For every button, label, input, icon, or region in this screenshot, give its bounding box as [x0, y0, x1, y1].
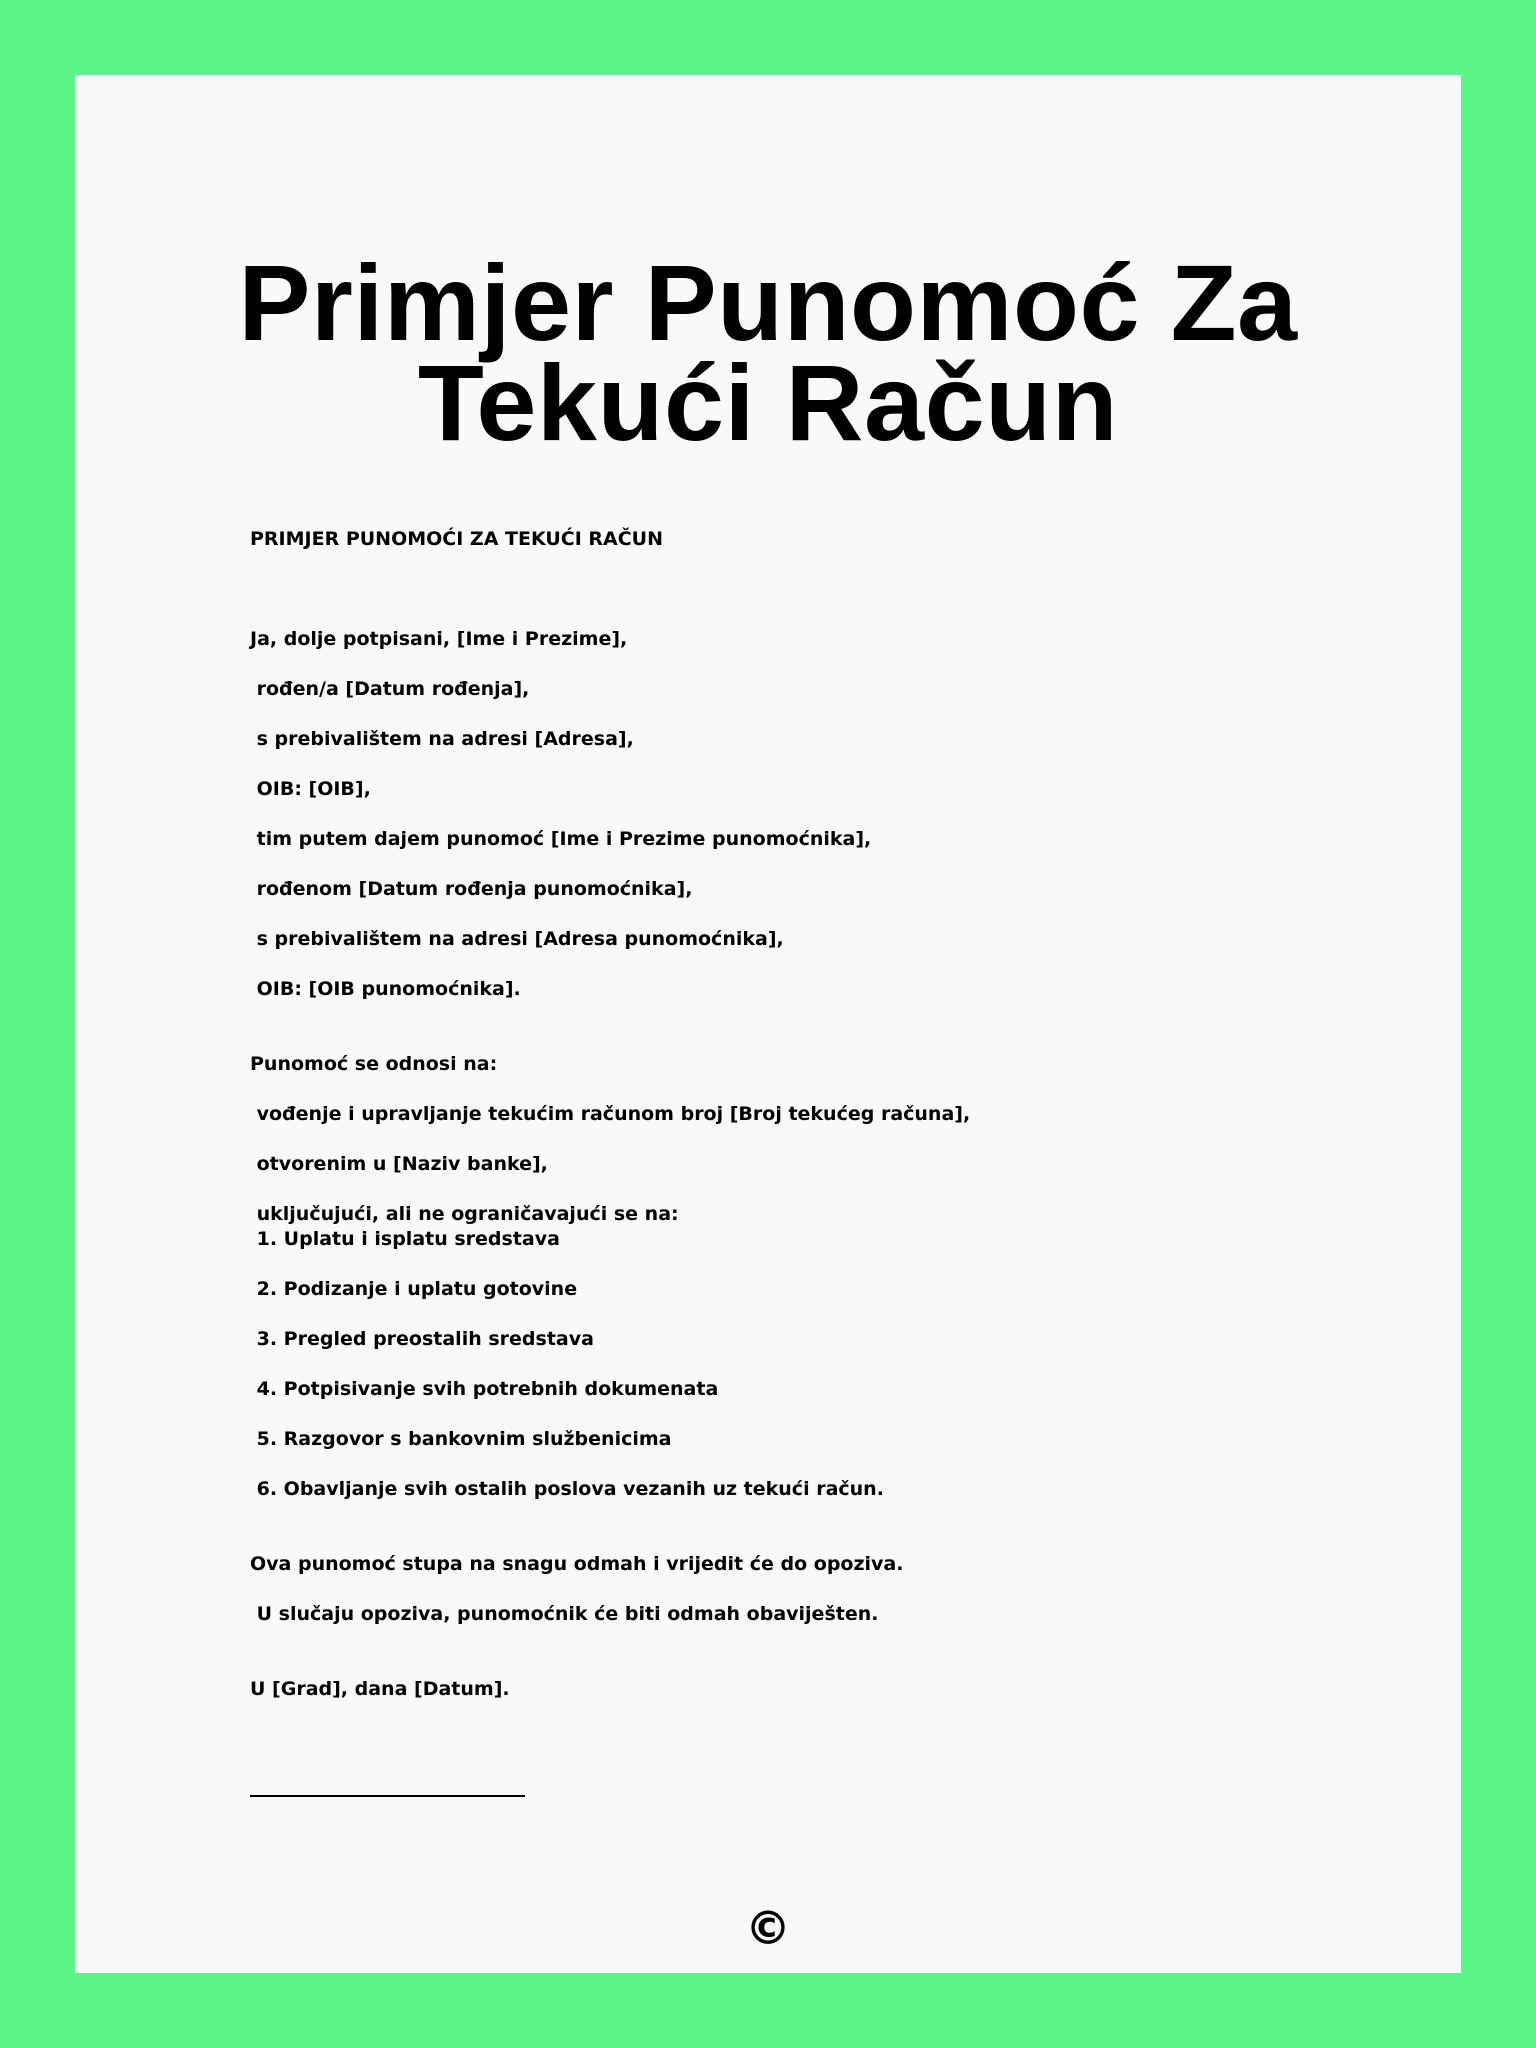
signature-line [250, 1795, 525, 1797]
text-line: Ja, dolje potpisani, [Ime i Prezime], [250, 628, 628, 650]
document-page [75, 75, 1461, 1973]
text-line: tim putem dajem punomoć [Ime i Prezime punomoćnika], [250, 828, 872, 850]
place-date-line: U [Grad], dana [Datum]. [250, 1678, 510, 1700]
copyright-icon: © [745, 1901, 791, 1955]
text-line: Punomoć se odnosi na: [250, 1053, 498, 1075]
text-line: rođen/a [Datum rođenja], [250, 678, 530, 700]
text-line: otvorenim u [Naziv banke], [250, 1153, 548, 1175]
list-item: 1. Uplatu i isplatu sredstava [250, 1228, 560, 1250]
text-line: uključujući, ali ne ograničavajući se na: [250, 1203, 679, 1225]
document-heading: PRIMJER PUNOMOĆI ZA TEKUĆI RAČUN [250, 528, 664, 550]
list-item: 2. Podizanje i uplatu gotovine [250, 1278, 578, 1300]
page-title: Primjer Punomoć Za Tekući Račun [238, 242, 1298, 463]
text-line: Ova punomoć stupa na snagu odmah i vrijedit će do opoziva. [250, 1553, 904, 1575]
text-line: vođenje i upravljanje tekućim računom broj [Broj tekućeg računa], [250, 1103, 971, 1125]
text-line: s prebivalištem na adresi [Adresa], [250, 728, 634, 750]
text-line: OIB: [OIB punomoćnika]. [250, 978, 521, 1000]
text-line: OIB: [OIB], [250, 778, 371, 800]
text-line: U slučaju opoziva, punomoćnik će biti odmah obaviješten. [250, 1603, 879, 1625]
list-item: 3. Pregled preostalih sredstava [250, 1328, 594, 1350]
text-line: s prebivalištem na adresi [Adresa punomoćnika], [250, 928, 784, 950]
list-item: 6. Obavljanje svih ostalih poslova vezanih uz tekući račun. [250, 1478, 884, 1500]
text-line: rođenom [Datum rođenja punomoćnika], [250, 878, 693, 900]
list-item: 4. Potpisivanje svih potrebnih dokumenata [250, 1378, 719, 1400]
list-item: 5. Razgovor s bankovnim službenicima [250, 1428, 672, 1450]
